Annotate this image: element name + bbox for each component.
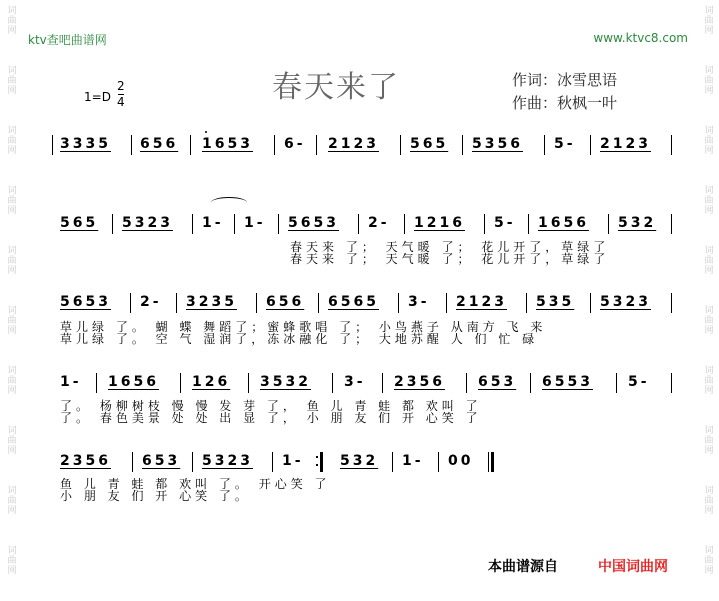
watermark-text: 词 曲 网: [704, 246, 714, 276]
tie-arc: [211, 197, 247, 208]
watermark-text: 词 曲 网: [7, 426, 17, 456]
key-signature: 1=D: [84, 90, 111, 104]
barline: [530, 373, 531, 393]
watermark-text: 词 曲 网: [7, 306, 17, 336]
barline: [234, 214, 235, 234]
measure: 565: [60, 215, 99, 231]
measure: 1-: [202, 215, 224, 231]
time-signature-top: 2: [117, 79, 125, 93]
measure: 653: [142, 453, 181, 469]
watermark-text: 词 曲 网: [7, 486, 17, 516]
watermark-text: 词 曲 网: [704, 486, 714, 516]
lyricist: 作词：冰雪思语: [512, 71, 618, 89]
repeat-end-sign: [316, 452, 324, 472]
measure: 5323: [122, 215, 173, 231]
lyric-line: 春天来 了； 天气暖 了； 花儿开了，草绿了: [290, 240, 610, 254]
measure: 2123: [456, 294, 507, 310]
high-octave-dot: [205, 131, 207, 133]
measure: 653: [478, 374, 517, 390]
watermark-text: 词 曲 网: [7, 6, 17, 36]
site-url-right[interactable]: www.ktvc8.com: [593, 31, 688, 45]
measure: 2123: [600, 136, 651, 152]
measure: 1653: [202, 136, 253, 152]
barline: [392, 452, 393, 472]
composer: 作曲：秋枫一叶: [512, 94, 618, 112]
barline: [671, 214, 672, 234]
barline: [318, 293, 319, 313]
barline: [404, 214, 405, 234]
barline: [616, 373, 617, 393]
watermark-text: 词 曲 网: [7, 186, 17, 216]
watermark-text: 词 曲 网: [7, 366, 17, 396]
measure: 126: [192, 374, 231, 390]
right-watermark-strip: [691, 0, 719, 601]
watermark-text: 词 曲 网: [7, 546, 17, 576]
lyric-line: 春天来 了； 天气暖 了； 花儿开了，草绿了: [290, 252, 610, 266]
measure: 1-: [60, 374, 82, 390]
watermark-text: 词 曲 网: [704, 6, 714, 36]
measure: 3532: [260, 374, 311, 390]
barline: [544, 135, 545, 155]
barline: [112, 214, 113, 234]
measure: 2-: [140, 294, 162, 310]
watermark-text: 词 曲 网: [7, 126, 17, 156]
watermark-text: 词 曲 网: [704, 66, 714, 96]
barline: [608, 214, 609, 234]
measure: 1-: [402, 453, 424, 469]
barline: [332, 373, 333, 393]
watermark-text: 词 曲 网: [7, 66, 17, 96]
measure: 565: [410, 136, 449, 152]
barline: [462, 135, 463, 155]
measure: 6565: [328, 294, 379, 310]
watermark-text: 词 曲 网: [704, 546, 714, 576]
barline: [278, 214, 279, 234]
barline: [256, 293, 257, 313]
measure: 5-: [494, 215, 516, 231]
measure: 1216: [414, 215, 465, 231]
source-site-link[interactable]: 中国词曲网: [598, 559, 668, 575]
barline: [590, 293, 591, 313]
site-name-left[interactable]: ktv查吧曲谱网: [28, 33, 107, 47]
score-row-4: [52, 372, 672, 392]
measure: 532: [340, 453, 379, 469]
final-barline: [488, 452, 494, 472]
watermark-text: 词 曲 网: [704, 126, 714, 156]
barline: [190, 135, 191, 155]
measure: 1656: [108, 374, 159, 390]
measure: 1-: [244, 215, 266, 231]
barline: [96, 373, 97, 393]
watermark-text: 词 曲 网: [704, 366, 714, 396]
song-title: 春天来了: [272, 70, 400, 105]
barline: [192, 452, 193, 472]
measure: 6553: [542, 374, 593, 390]
time-signature-bottom: 4: [117, 95, 125, 109]
measure: 2356: [60, 453, 111, 469]
measure: 5356: [472, 136, 523, 152]
barline: [671, 135, 672, 155]
measure: 5323: [600, 294, 651, 310]
measure: 3235: [186, 294, 237, 310]
barline: [526, 293, 527, 313]
measure: 2123: [328, 136, 379, 152]
measure: 5-: [554, 136, 576, 152]
watermark-text: 词 曲 网: [704, 306, 714, 336]
barline: [176, 293, 177, 313]
barline: [248, 373, 249, 393]
measure: 656: [140, 136, 179, 152]
measure: 532: [618, 215, 657, 231]
measure: 2356: [394, 374, 445, 390]
time-signature: [117, 79, 125, 110]
barline: [590, 135, 591, 155]
barline: [52, 135, 53, 155]
measure: 6-: [284, 136, 306, 152]
barline: [484, 214, 485, 234]
barline: [358, 214, 359, 234]
barline: [400, 135, 401, 155]
lyric-line: 了。 春色美景 处 处 出 显 了， 小 朋 友 们 开 心笑 了: [60, 411, 482, 425]
measure: 3335: [60, 136, 111, 152]
score-row-3: [52, 292, 672, 312]
lyric-line: 草儿绿 了。 蝴 蝶 舞蹈了；蜜蜂歌唱 了； 小鸟燕子 从南方 飞 来: [60, 320, 547, 334]
barline: [438, 452, 439, 472]
measure: 5653: [60, 294, 111, 310]
lyric-line: 鱼 儿 青 蛙 都 欢叫 了。 开心笑 了: [60, 477, 331, 491]
measure: 5323: [202, 453, 253, 469]
barline: [180, 373, 181, 393]
lyric-line: 小 朋 友 们 开 心笑 了。: [60, 489, 251, 503]
barline: [446, 293, 447, 313]
barline: [272, 452, 273, 472]
lyric-line: 了。 杨柳树枝 慢 慢 发 芽 了， 鱼 儿 青 蛙 都 欢叫 了: [60, 399, 482, 413]
measure: 535: [536, 294, 575, 310]
measure: 656: [266, 294, 305, 310]
barline: [671, 373, 672, 393]
barline: [192, 214, 193, 234]
measure: 3-: [408, 294, 430, 310]
barline: [130, 293, 131, 313]
score-row-5: [52, 451, 672, 471]
barline: [131, 135, 132, 155]
barline: [274, 135, 275, 155]
measure: 1656: [538, 215, 589, 231]
measure: 1-: [282, 453, 304, 469]
score-row-2: [52, 213, 672, 233]
barline: [398, 293, 399, 313]
barline: [316, 135, 317, 155]
source-label: 本曲谱源自: [488, 559, 558, 575]
left-watermark-strip: [0, 0, 28, 601]
measure: 00: [448, 453, 474, 469]
measure: 3-: [344, 374, 366, 390]
measure: 5-: [628, 374, 650, 390]
lyric-line: 草儿绿 了。 空 气 湿润了，冻冰融化 了； 大地苏醒 人 们 忙 碌: [60, 332, 539, 346]
barline: [671, 293, 672, 313]
barline: [382, 373, 383, 393]
barline: [132, 452, 133, 472]
barline: [528, 214, 529, 234]
barline: [466, 373, 467, 393]
score-row-1: [52, 134, 672, 154]
measure: 2-: [368, 215, 390, 231]
watermark-text: 词 曲 网: [704, 186, 714, 216]
watermark-text: 词 曲 网: [704, 426, 714, 456]
measure: 5653: [288, 215, 339, 231]
song-credits: [512, 69, 617, 115]
watermark-text: 词 曲 网: [7, 246, 17, 276]
